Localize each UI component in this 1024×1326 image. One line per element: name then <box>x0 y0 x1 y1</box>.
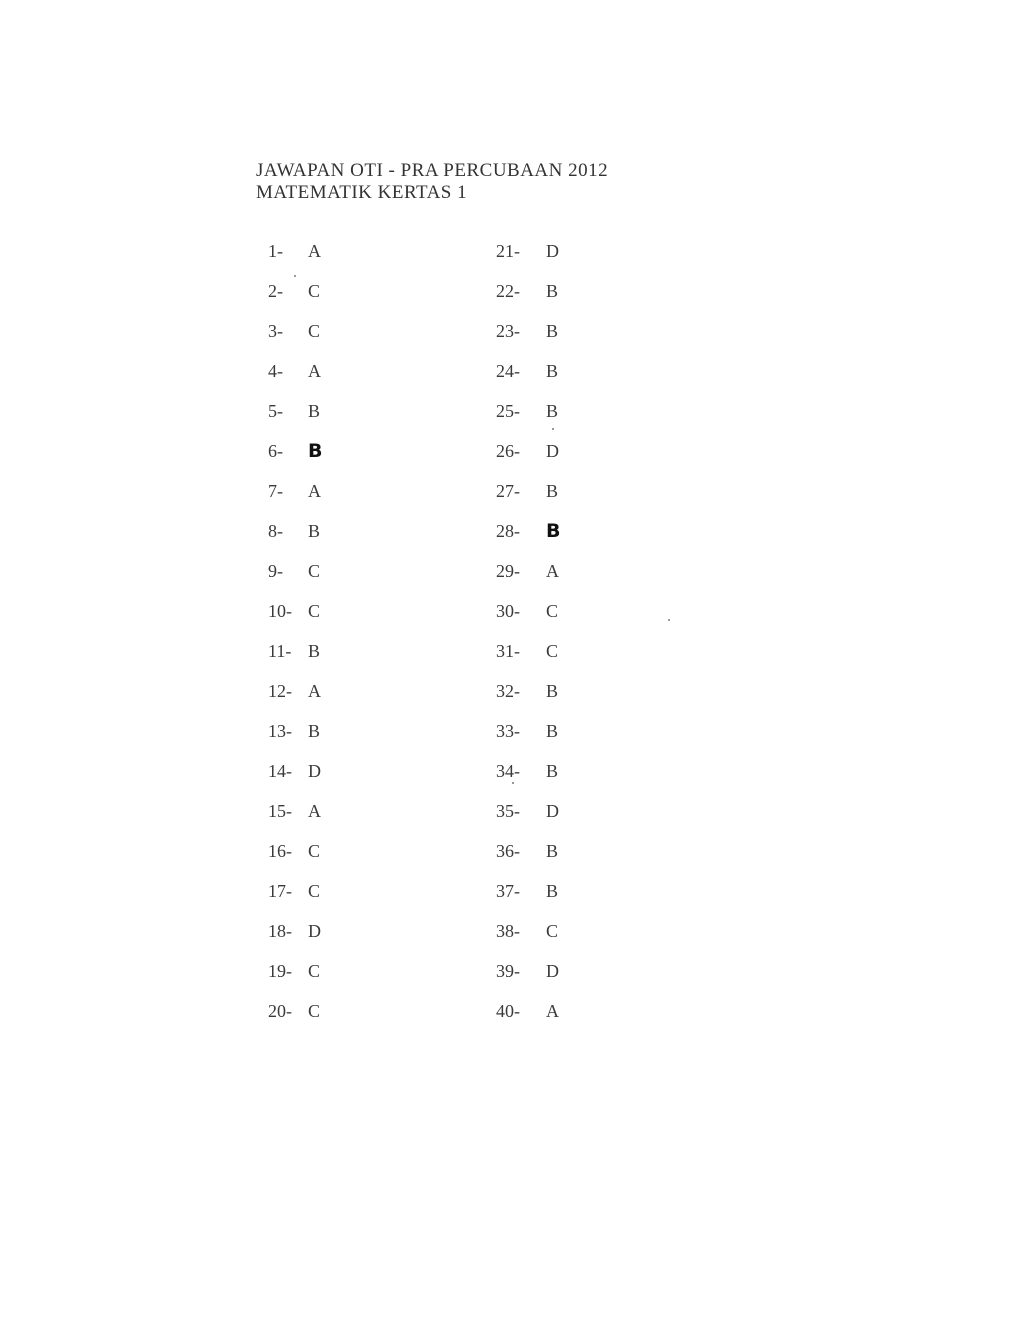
question-number: 38- <box>496 921 520 941</box>
answer-letter: A <box>546 1001 559 1021</box>
answer-letter: D <box>546 441 559 461</box>
answer-row <box>268 560 322 600</box>
answer-letter: A <box>308 361 321 381</box>
answer-letter: B <box>546 281 559 301</box>
question-number: 16- <box>268 841 292 861</box>
answer-column-right <box>496 240 560 1040</box>
question-number: 31- <box>496 641 520 661</box>
answer-letter: B <box>308 521 321 541</box>
question-number: 14- <box>268 761 292 781</box>
question-number: 4- <box>268 361 283 381</box>
answer-column-left <box>268 240 322 1040</box>
answer-letter: C <box>308 841 321 861</box>
question-number: 3- <box>268 321 283 341</box>
answer-row <box>268 800 322 840</box>
answer-row <box>268 960 322 1000</box>
answer-letter: B <box>546 721 559 741</box>
answer-letter: B <box>546 401 559 421</box>
question-number: 39- <box>496 961 520 981</box>
answer-letter: A <box>308 801 321 821</box>
answer-row <box>268 520 322 560</box>
scan-speck <box>668 619 670 621</box>
answer-row <box>268 600 322 640</box>
question-number: 5- <box>268 401 283 421</box>
answer-row <box>496 360 560 400</box>
answer-row <box>268 440 322 480</box>
question-number: 29- <box>496 561 520 581</box>
answer-row <box>268 480 322 520</box>
answer-row <box>496 280 560 320</box>
answer-letter: C <box>546 921 559 941</box>
document-title <box>256 160 608 204</box>
answer-letter: D <box>546 961 559 981</box>
scan-speck <box>512 782 514 784</box>
question-number: 19- <box>268 961 292 981</box>
title-line-1: JAWAPAN OTI - PRA PERCUBAAN 2012 <box>256 160 609 181</box>
answer-letter: D <box>308 761 321 781</box>
answer-letter: D <box>546 241 559 261</box>
answer-letter: B <box>546 761 559 781</box>
answer-row <box>496 760 560 800</box>
answer-letter: B <box>546 361 559 381</box>
question-number: 2- <box>268 281 283 301</box>
question-number: 28- <box>496 521 520 541</box>
answer-row <box>268 1000 322 1040</box>
question-number: 22- <box>496 281 520 301</box>
answer-row <box>496 320 560 360</box>
answer-row <box>268 280 322 320</box>
handwritten-answer: B <box>308 440 323 462</box>
question-number: 9- <box>268 561 283 581</box>
question-number: 40- <box>496 1001 520 1021</box>
question-number: 6- <box>268 441 283 461</box>
answer-letter: B <box>546 881 559 901</box>
answer-letter: C <box>308 1001 321 1021</box>
answer-letter: B <box>308 641 321 661</box>
answer-row <box>496 480 560 520</box>
answer-row <box>496 240 560 280</box>
answer-letter: A <box>308 481 321 501</box>
question-number: 12- <box>268 681 292 701</box>
answer-letter: C <box>308 881 321 901</box>
question-number: 24- <box>496 361 520 381</box>
answer-row <box>496 600 560 640</box>
question-number: 7- <box>268 481 283 501</box>
answer-row <box>496 520 560 560</box>
answer-row <box>496 920 560 960</box>
question-number: 20- <box>268 1001 292 1021</box>
question-number: 34- <box>496 761 520 781</box>
answer-letter: A <box>308 681 321 701</box>
question-number: 1- <box>268 241 283 261</box>
answer-row <box>496 440 560 480</box>
title-line-2: MATEMATIK KERTAS 1 <box>256 182 468 203</box>
answer-row <box>268 920 322 960</box>
answer-row <box>268 760 322 800</box>
answer-row <box>496 680 560 720</box>
answer-letter: D <box>308 921 321 941</box>
answer-letter: A <box>546 561 559 581</box>
question-number: 32- <box>496 681 520 701</box>
question-number: 23- <box>496 321 520 341</box>
answer-letter: A <box>308 241 321 261</box>
question-number: 27- <box>496 481 520 501</box>
answer-row <box>496 720 560 760</box>
answer-row <box>268 400 322 440</box>
question-number: 15- <box>268 801 292 821</box>
question-number: 33- <box>496 721 520 741</box>
answer-row <box>268 680 322 720</box>
answer-row <box>268 240 322 280</box>
question-number: 17- <box>268 881 292 901</box>
answer-letter: C <box>308 561 321 581</box>
question-number: 18- <box>268 921 292 941</box>
answer-row <box>268 360 322 400</box>
scan-speck <box>294 275 296 277</box>
question-number: 11- <box>268 641 292 661</box>
answer-letter: C <box>308 321 321 341</box>
answer-letter: C <box>546 641 559 661</box>
question-number: 21- <box>496 241 520 261</box>
answer-letter: B <box>546 321 559 341</box>
answer-row <box>496 960 560 1000</box>
question-number: 36- <box>496 841 520 861</box>
answer-letter: B <box>308 721 321 741</box>
answer-letter: D <box>546 801 559 821</box>
question-number: 25- <box>496 401 520 421</box>
answer-letter: C <box>308 601 321 621</box>
answer-letter: C <box>546 601 559 621</box>
question-number: 37- <box>496 881 520 901</box>
answer-row <box>496 800 560 840</box>
answer-row <box>496 880 560 920</box>
answer-letter: B <box>308 401 321 421</box>
question-number: 10- <box>268 601 292 621</box>
question-number: 26- <box>496 441 520 461</box>
answer-row <box>496 560 560 600</box>
answer-row <box>268 720 322 760</box>
answer-row <box>268 320 322 360</box>
answer-row <box>268 640 322 680</box>
answer-letter: C <box>308 961 321 981</box>
answer-row <box>496 840 560 880</box>
answer-row <box>496 1000 560 1040</box>
answer-letter: B <box>546 841 559 861</box>
answer-row <box>268 880 322 920</box>
question-number: 30- <box>496 601 520 621</box>
question-number: 8- <box>268 521 283 541</box>
scan-speck <box>552 428 554 430</box>
answer-letter: C <box>308 281 321 301</box>
question-number: 35- <box>496 801 520 821</box>
handwritten-answer: B <box>546 520 561 542</box>
answer-row <box>496 640 560 680</box>
answer-letter: B <box>546 681 559 701</box>
answer-row <box>496 400 560 440</box>
question-number: 13- <box>268 721 292 741</box>
answer-row <box>268 840 322 880</box>
answer-letter: B <box>546 481 559 501</box>
